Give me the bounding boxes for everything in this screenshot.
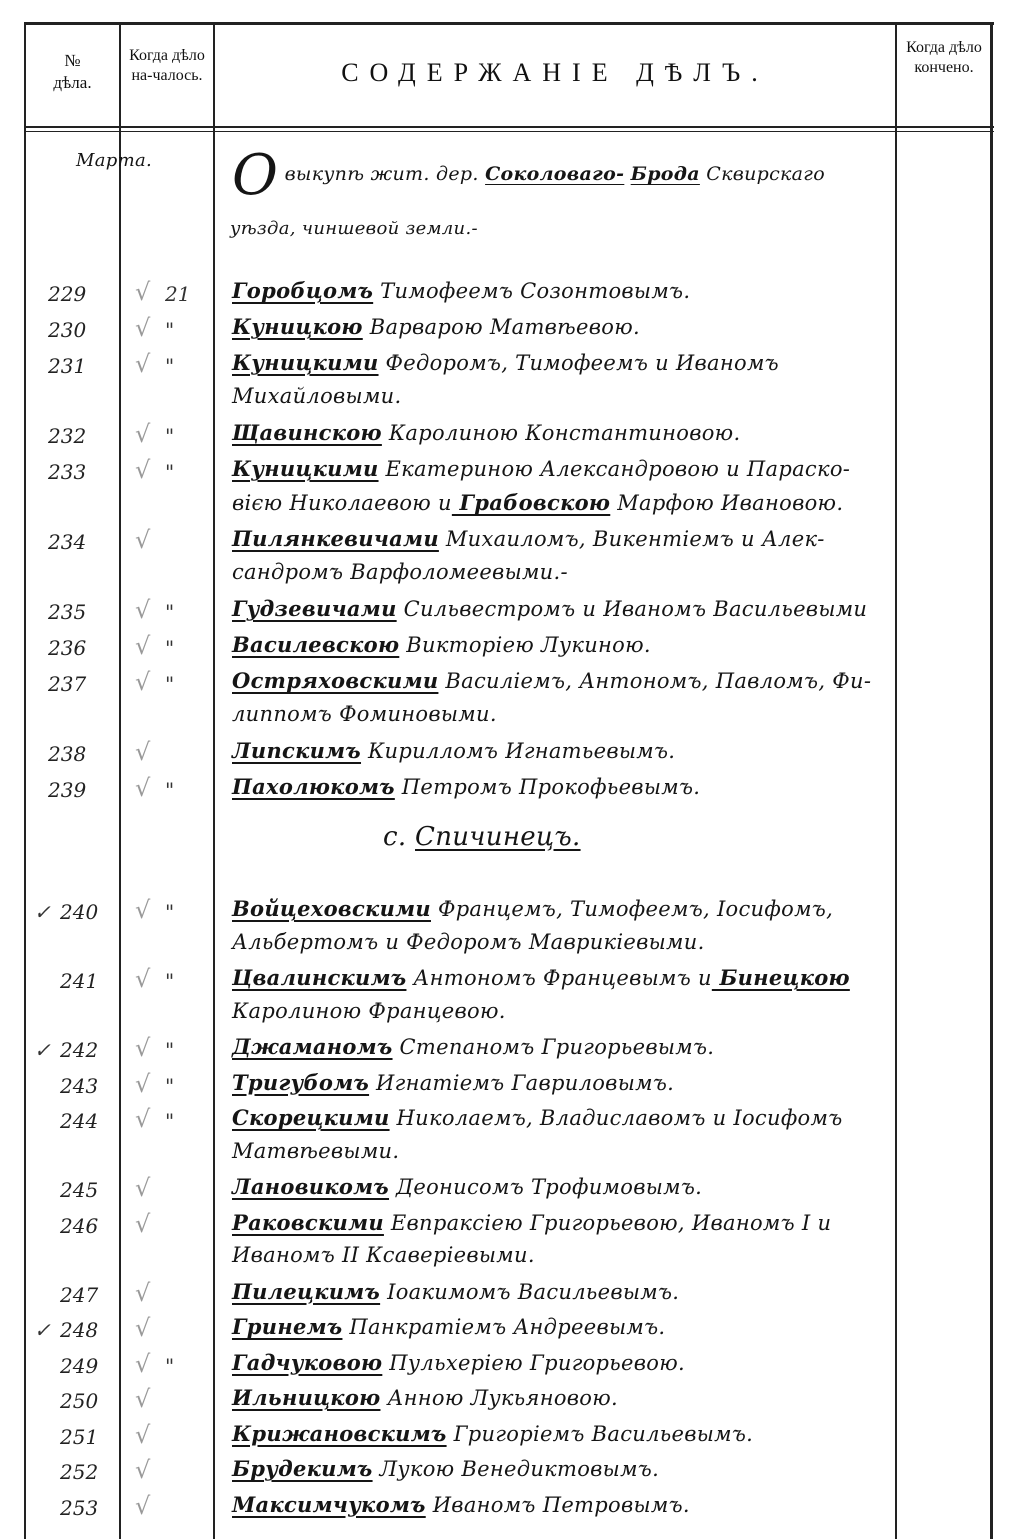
- entry-day: ": [165, 969, 175, 993]
- entry-surname: Скорецкими: [232, 1105, 390, 1130]
- entry-line: [232, 1314, 665, 1339]
- entry-number: 235: [48, 600, 87, 624]
- entry-text: Анною Лукьяновою.: [380, 1386, 619, 1410]
- entry-number: 233: [48, 460, 87, 484]
- entry-line: [232, 1070, 674, 1095]
- entry-line: [232, 490, 843, 515]
- entry-surname-2: Грабовскою: [451, 490, 611, 515]
- entry-surname: Куницкими: [232, 350, 379, 375]
- entry-line: [232, 456, 850, 481]
- tick-mark: √: [135, 1491, 151, 1520]
- entry-text: Михаиломъ, Викентіемъ и Алек-: [438, 527, 825, 551]
- entry-text: Матвѣевыми.: [232, 1138, 400, 1163]
- entry-surname: Пилянкевичами: [232, 526, 439, 551]
- entry-surname: Гудзевичами: [232, 596, 397, 621]
- tick-mark: √: [135, 668, 151, 696]
- entry-line: [232, 1279, 679, 1304]
- entry-text: Варварою Матвѣевою.: [362, 315, 640, 339]
- num-header: [26, 50, 119, 94]
- right-border: [990, 22, 993, 1539]
- tick-mark: √: [135, 738, 151, 766]
- entry-line: [232, 384, 401, 408]
- tick-mark: √: [135, 1069, 151, 1098]
- page-title: СОДЕРЖАНІЕ ДѢЛЪ.: [341, 58, 769, 87]
- section-village: Спичинецъ.: [415, 822, 581, 852]
- entry-number: 248: [60, 1318, 99, 1342]
- tick-mark: √: [135, 1385, 151, 1413]
- tick-mark: √: [135, 1174, 151, 1202]
- entry-number: 251: [60, 1424, 99, 1449]
- entry-surname: Гадчуковою: [232, 1349, 383, 1375]
- entry-number: 253: [60, 1495, 99, 1520]
- entry-text: Сильвестромъ и Иваномъ Васильевыми: [396, 597, 868, 621]
- check-mark: ✓: [34, 900, 51, 924]
- entry-surname: Василевскою: [232, 632, 400, 657]
- entry-text: Антономъ Францевымъ и: [406, 966, 712, 990]
- intro-line-1: [232, 143, 825, 208]
- entry-number: 242: [60, 1038, 99, 1062]
- entry-text: Григоріемъ Васильевымъ.: [446, 1421, 754, 1446]
- entry-number: 252: [60, 1460, 99, 1484]
- tick-mark: √: [135, 965, 151, 993]
- month-label: Марта.: [76, 150, 153, 171]
- entry-surname: Горобцомъ: [232, 278, 374, 303]
- entry-text: Кирилломъ Игнатьевымъ.: [361, 739, 676, 763]
- entry-surname: Лановикомъ: [232, 1174, 390, 1199]
- tick-mark: √: [135, 1349, 151, 1378]
- check-mark: ✓: [34, 1038, 51, 1062]
- col-divider-end: [895, 22, 897, 1539]
- entry-number: 240: [60, 900, 99, 924]
- entry-text: Викторіею Лукиною.: [399, 633, 651, 657]
- entry-surname: Щавинскою: [232, 420, 382, 445]
- tick-mark: √: [135, 1034, 151, 1062]
- entry-line: [232, 999, 506, 1023]
- entry-number: 247: [60, 1282, 99, 1307]
- entry-line: [232, 526, 825, 551]
- top-border: [24, 22, 994, 25]
- entry-surname: Пилецкимъ: [232, 1278, 381, 1304]
- entry-text: Игнатіемъ Гавриловымъ.: [369, 1070, 675, 1095]
- entry-line: [232, 1174, 702, 1199]
- entry-text: Каролиною Константиновою.: [381, 421, 741, 445]
- entry-surname: Куницкими: [232, 456, 379, 481]
- entry-line: [232, 350, 779, 375]
- entry-line: [232, 1243, 535, 1267]
- check-mark: ✓: [34, 1318, 51, 1342]
- entry-number: 231: [48, 354, 87, 378]
- entry-number: 250: [60, 1389, 99, 1413]
- entry-number: 238: [48, 742, 87, 766]
- section-prefix: с.: [383, 822, 407, 852]
- entry-line: [232, 314, 640, 339]
- entry-text: Пульхеріею Григорьевою.: [382, 1350, 685, 1375]
- intro-initial: О: [232, 143, 279, 208]
- entry-line: [232, 1350, 685, 1375]
- entry-surname: Гринемъ: [232, 1314, 343, 1339]
- entry-text: Евпраксіею Григорьевою, Иваномъ I и: [383, 1210, 832, 1235]
- entry-number: 229: [48, 282, 87, 306]
- entry-text: Альбертомъ и Федоромъ Маврикіевыми.: [232, 929, 705, 954]
- entry-number: 234: [48, 530, 87, 554]
- entry-surname: Раковскими: [232, 1209, 384, 1235]
- end-header: Когда дѣло кончено.: [906, 39, 982, 76]
- header-bottom-rule-2: [24, 131, 994, 132]
- entry-line: [232, 1034, 714, 1059]
- entry-day: ": [165, 636, 175, 660]
- tick-mark: √: [135, 1314, 151, 1342]
- entry-text: Степаномъ Григорьевымъ.: [392, 1035, 715, 1059]
- entry-number: 230: [48, 318, 87, 342]
- entry-text: Михайловыми.: [232, 384, 402, 408]
- entry-line: [232, 1492, 690, 1517]
- entry-line: [232, 1456, 659, 1481]
- tick-mark: √: [135, 774, 151, 802]
- col-divider-start: [213, 22, 215, 1539]
- start-header: Когда дѣло на-чалось.: [129, 47, 205, 84]
- entry-number: 237: [48, 672, 87, 696]
- tick-mark: √: [135, 314, 151, 342]
- entry-day: ": [165, 1109, 175, 1133]
- entry-surname: Крижановскимъ: [232, 1420, 447, 1446]
- intro-text-2: Сквирскаго: [706, 163, 825, 185]
- entry-number: 246: [60, 1213, 99, 1238]
- entry-number: 232: [48, 424, 87, 448]
- tick-mark: √: [135, 278, 151, 306]
- left-border: [24, 22, 26, 1539]
- intro-place-1: Соколоваго-: [485, 163, 625, 185]
- entry-line: [232, 1385, 618, 1410]
- entry-surname: Липскимъ: [232, 738, 362, 763]
- entry-text: Тимофеемъ Созонтовымъ.: [373, 279, 691, 303]
- entry-surname: Цвалинскимъ: [232, 965, 407, 990]
- entry-number: 244: [60, 1109, 99, 1133]
- entry-day: ": [165, 672, 175, 696]
- entry-line: [232, 774, 700, 799]
- entry-text: Деонисомъ Трофимовымъ.: [389, 1175, 703, 1199]
- tick-mark: √: [135, 1278, 151, 1307]
- entry-number: 243: [60, 1073, 99, 1098]
- entry-text: Лукою Венедиктовымъ.: [372, 1457, 660, 1481]
- entry-day: ": [165, 460, 175, 484]
- entry-surname: Пахолюкомъ: [232, 774, 395, 799]
- entry-text-2: Марфою Ивановою.: [610, 491, 844, 515]
- entry-line: [232, 1210, 831, 1235]
- entry-day: ": [165, 1038, 175, 1062]
- header-bottom-rule: [24, 126, 994, 128]
- entry-day: 21: [165, 282, 191, 306]
- entry-number: 239: [48, 778, 87, 802]
- entry-line: [232, 896, 833, 921]
- intro-text-1: выкупѣ жит. дер.: [284, 163, 479, 185]
- entry-line: [232, 560, 568, 584]
- entry-text: Василіемъ, Антономъ, Павломъ, Фи-: [438, 669, 872, 693]
- entry-text: сандромъ Варфоломеевыми.-: [232, 560, 568, 584]
- entry-text: Иваномъ Петровымъ.: [425, 1492, 690, 1517]
- entry-surname: Тригубомъ: [232, 1069, 370, 1095]
- tick-mark: √: [135, 896, 151, 924]
- entry-number: 236: [48, 636, 87, 660]
- entry-day: ": [165, 318, 175, 342]
- entry-surname: Джаманомъ: [232, 1034, 393, 1059]
- entry-day: ": [165, 900, 175, 924]
- entry-text: Иваномъ II Ксаверіевыми.: [232, 1243, 535, 1267]
- entry-surname-2: Бинецкою: [711, 965, 850, 990]
- entry-surname: Брудекимъ: [232, 1456, 373, 1481]
- entry-line: [232, 930, 705, 954]
- entry-surname: Максимчукомъ: [232, 1491, 426, 1517]
- entry-line: [232, 702, 497, 726]
- entry-line: [232, 965, 850, 990]
- tick-mark: √: [135, 526, 151, 554]
- entry-text: Николаемъ, Владиславомъ и Іосифомъ: [389, 1106, 843, 1130]
- num-sub: дѣла.: [53, 73, 92, 92]
- num-symbol: №: [64, 51, 81, 70]
- entry-day: ": [165, 354, 175, 378]
- entry-line: [232, 278, 690, 303]
- entry-number: 249: [60, 1353, 99, 1378]
- entry-text: вією Николаевою и: [232, 491, 452, 515]
- tick-mark: √: [135, 1456, 151, 1484]
- entry-text: Францемъ, Тимофеемъ, Іосифомъ,: [430, 897, 834, 921]
- entry-text: Панкратіемъ Андреевымъ.: [342, 1315, 666, 1339]
- col-divider-num: [119, 22, 121, 1539]
- tick-mark: √: [135, 596, 151, 624]
- entry-day: ": [165, 424, 175, 448]
- entry-text: Екатериною Александровою и Параско-: [378, 457, 851, 481]
- entry-line: [232, 1105, 843, 1130]
- entry-line: [232, 632, 651, 657]
- entry-text: Каролиною Францевою.: [232, 998, 506, 1023]
- entry-line: [232, 738, 675, 763]
- tick-mark: √: [135, 1105, 151, 1133]
- entry-number: 241: [60, 969, 99, 993]
- entry-surname: Остряховскими: [232, 668, 439, 693]
- entry-number: 245: [60, 1178, 99, 1202]
- entry-surname: Куницкою: [232, 314, 363, 339]
- tick-mark: √: [135, 632, 151, 660]
- tick-mark: √: [135, 420, 151, 448]
- tick-mark: √: [135, 1420, 151, 1449]
- tick-mark: √: [135, 456, 151, 484]
- entry-day: ": [165, 778, 175, 802]
- entry-text: Федоромъ, Тимофеемъ и Иваномъ: [378, 351, 779, 375]
- entry-text: Іоакимомъ Васильевымъ.: [380, 1279, 680, 1304]
- entry-day: ": [165, 1073, 175, 1098]
- entry-text: Петромъ Прокофьевымъ.: [394, 775, 701, 799]
- entry-surname: Ильницкою: [232, 1385, 381, 1410]
- tick-mark: √: [135, 1209, 151, 1238]
- entry-surname: Войцеховскими: [232, 896, 431, 921]
- entry-text: липпомъ Фоминовыми.: [232, 702, 497, 726]
- entry-day: ": [165, 1353, 175, 1378]
- tick-mark: √: [135, 350, 151, 378]
- entry-line: [232, 596, 867, 621]
- entry-line: [232, 1139, 399, 1163]
- entry-line: [232, 1421, 753, 1446]
- entry-day: ": [165, 600, 175, 624]
- entry-line: [232, 420, 740, 445]
- entry-line: [232, 668, 871, 693]
- intro-place-2: Брода: [630, 163, 700, 185]
- section-heading: [383, 822, 581, 852]
- intro-line-2: уѣзда, чиншевой земли.-: [230, 218, 478, 239]
